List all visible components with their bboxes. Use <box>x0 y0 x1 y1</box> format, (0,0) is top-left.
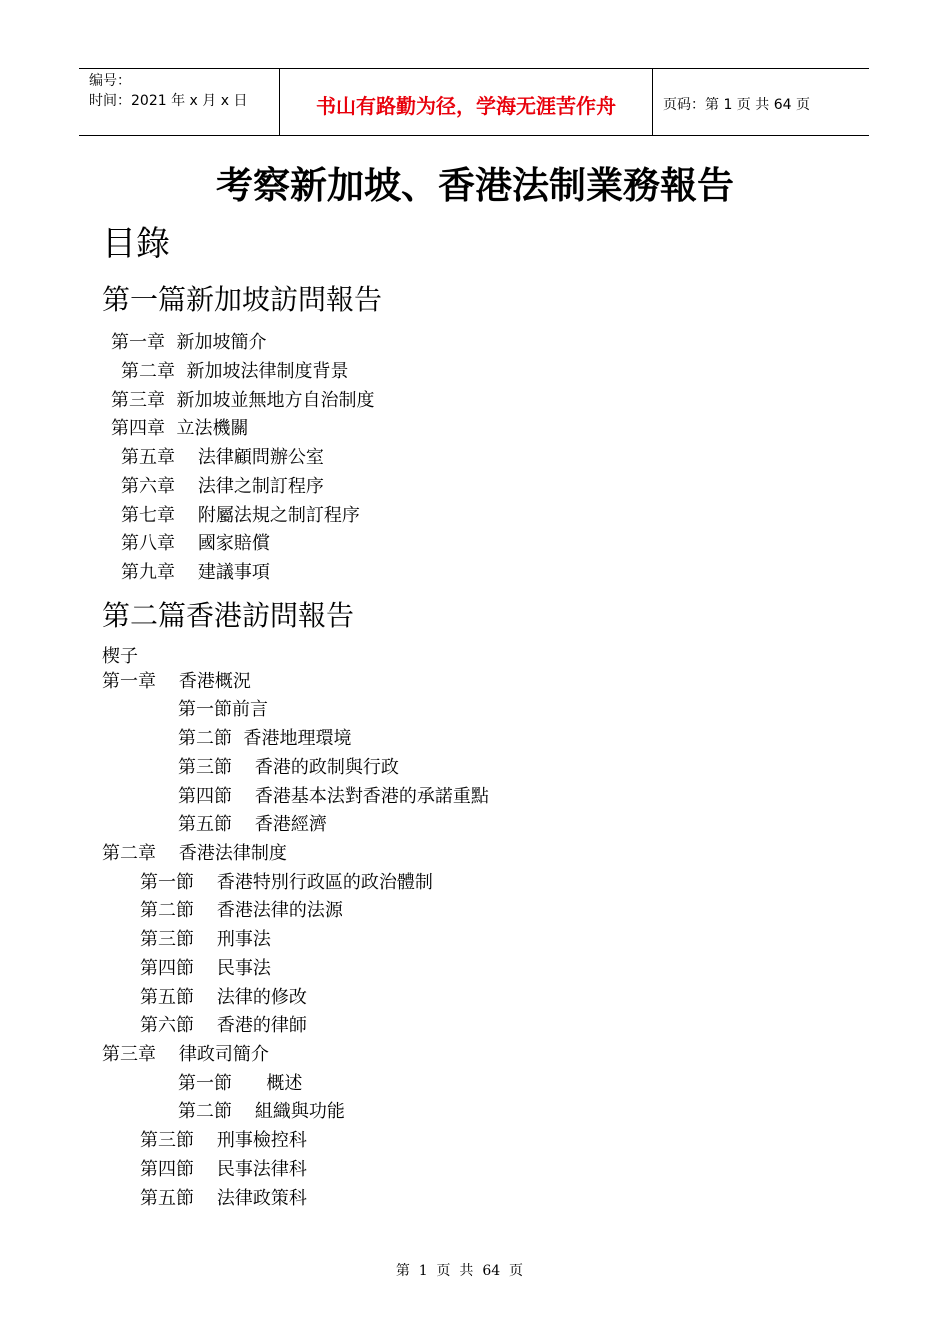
toc-item: 第六節 香港的律師 <box>140 1015 307 1036</box>
part1-heading: 第一篇新加坡訪問報告 <box>102 283 383 316</box>
toc-item: 楔子 <box>102 646 138 667</box>
document-header <box>79 68 869 136</box>
toc-heading: 目錄 <box>102 224 170 264</box>
toc-item: 第一節 概述 <box>178 1073 303 1094</box>
toc-item: 第二節 香港法律的法源 <box>140 900 343 921</box>
header-time-label: 时间：2021 年 x 月 x 日 <box>89 93 248 109</box>
toc-item: 第八章 國家賠償 <box>121 533 270 554</box>
header-meta <box>79 69 280 135</box>
toc-item: 第四節 民事法 <box>140 958 271 979</box>
toc-item: 第二章 新加坡法律制度背景 <box>121 361 349 382</box>
toc-item: 第三章 律政司簡介 <box>102 1044 269 1065</box>
toc-item: 第二節 組織與功能 <box>178 1101 345 1122</box>
footer-page-text: 第 1 页 共 64 页 <box>395 1263 524 1279</box>
toc-item: 第三節 刑事法 <box>140 929 271 950</box>
part2-heading: 第二篇香港訪問報告 <box>102 599 355 632</box>
toc-item: 第九章 建議事項 <box>121 562 270 583</box>
toc-item: 第一章 香港概況 <box>102 671 251 692</box>
toc-item: 第四章 立法機關 <box>111 418 249 439</box>
toc-item: 第七章 附屬法規之制訂程序 <box>121 505 360 526</box>
toc-item: 第四節 民事法律科 <box>140 1159 307 1180</box>
toc-item: 第三節 刑事檢控科 <box>140 1130 307 1151</box>
toc-item: 第三節 香港的政制與行政 <box>178 757 399 778</box>
toc-item: 第四節 香港基本法對香港的承諾重點 <box>178 786 489 807</box>
document-title: 考察新加坡、香港法制業務報告 <box>216 163 734 207</box>
toc-item: 第一節前言 <box>178 699 268 720</box>
header-page-info: 页码：第 1 页 共 64 页 <box>663 97 810 113</box>
toc-item: 第五章 法律顧問辦公室 <box>121 447 324 468</box>
toc-item: 第二節 香港地理環境 <box>178 728 352 749</box>
toc-item: 第五節 法律政策科 <box>140 1188 307 1209</box>
toc-item: 第一章 新加坡簡介 <box>111 332 267 353</box>
page-footer <box>0 1244 950 1280</box>
toc-item: 第五節 香港經濟 <box>178 814 327 835</box>
toc-item: 第一節 香港特別行政區的政治體制 <box>140 872 433 893</box>
toc-item: 第五節 法律的修改 <box>140 987 307 1008</box>
toc-item: 第二章 香港法律制度 <box>102 843 287 864</box>
header-number-label: 编号： <box>89 73 131 89</box>
header-motto: 书山有路勤为径，学海无涯苦作舟 <box>280 69 653 135</box>
toc-item: 第六章 法律之制訂程序 <box>121 476 324 497</box>
toc-item: 第三章 新加坡並無地方自治制度 <box>111 390 375 411</box>
